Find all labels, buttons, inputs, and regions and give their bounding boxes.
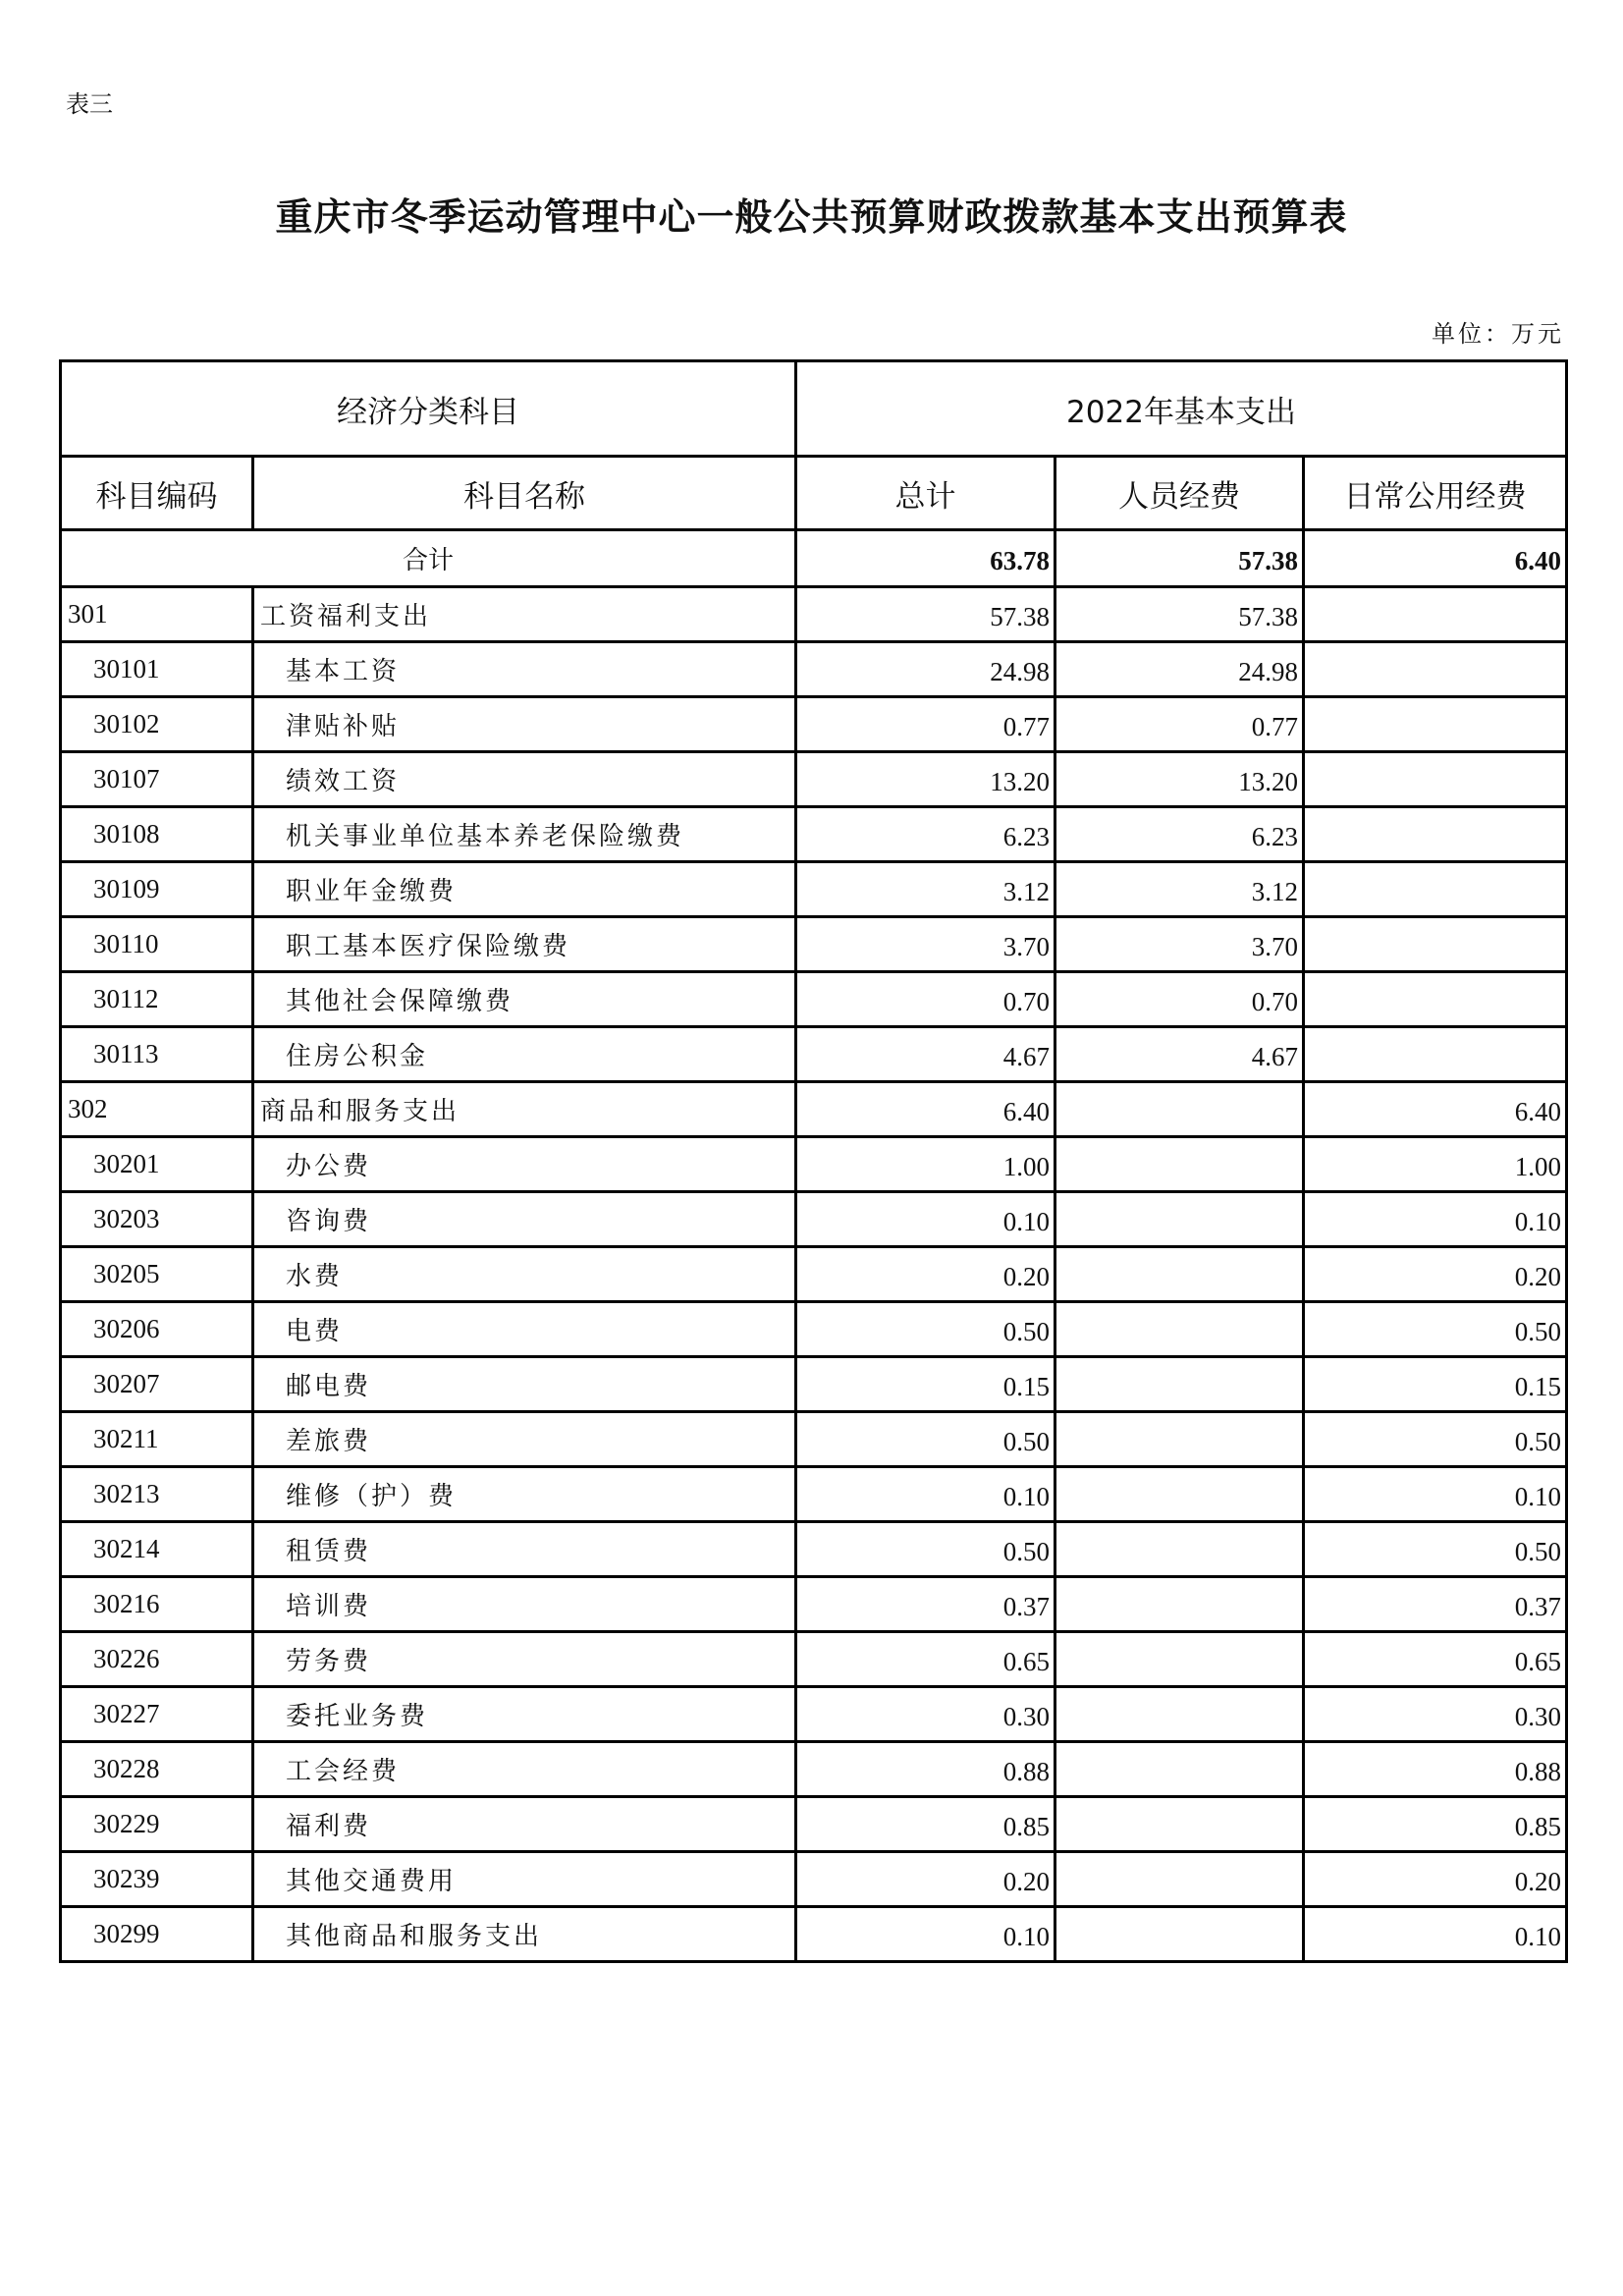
row-name: 电费 (253, 1302, 796, 1357)
row-total: 0.37 (796, 1577, 1055, 1632)
table-row (61, 642, 1567, 697)
row-total: 13.20 (796, 752, 1055, 807)
row-name: 办公费 (253, 1137, 796, 1192)
row-code: 30213 (61, 1467, 253, 1522)
row-personnel (1055, 1137, 1304, 1192)
table-row (61, 752, 1567, 807)
unit-label: 单位：万元 (1432, 320, 1564, 348)
row-total: 0.10 (796, 1192, 1055, 1247)
table-row (61, 1192, 1567, 1247)
row-name: 水费 (253, 1247, 796, 1302)
total-public: 6.40 (1304, 530, 1567, 587)
table-row (61, 862, 1567, 917)
row-public: 0.37 (1304, 1577, 1567, 1632)
row-code: 30113 (61, 1027, 253, 1082)
row-personnel (1055, 1632, 1304, 1687)
row-name: 职工基本医疗保险缴费 (253, 917, 796, 972)
row-name: 邮电费 (253, 1357, 796, 1412)
row-total: 0.70 (796, 972, 1055, 1027)
row-personnel (1055, 1577, 1304, 1632)
header-total: 总计 (796, 457, 1055, 530)
table-row (61, 1907, 1567, 1962)
row-personnel (1055, 1302, 1304, 1357)
row-total: 0.15 (796, 1357, 1055, 1412)
row-public: 0.65 (1304, 1632, 1567, 1687)
row-name: 津贴补贴 (253, 697, 796, 752)
row-code: 30214 (61, 1522, 253, 1577)
row-name: 机关事业单位基本养老保险缴费 (253, 807, 796, 862)
row-total: 24.98 (796, 642, 1055, 697)
row-personnel (1055, 1357, 1304, 1412)
row-total: 1.00 (796, 1137, 1055, 1192)
row-total: 6.23 (796, 807, 1055, 862)
row-personnel: 0.77 (1055, 697, 1304, 752)
row-total: 0.20 (796, 1852, 1055, 1907)
row-name: 工资福利支出 (253, 587, 796, 642)
row-total: 0.50 (796, 1302, 1055, 1357)
row-personnel (1055, 1467, 1304, 1522)
row-total: 0.10 (796, 1467, 1055, 1522)
table-row (61, 972, 1567, 1027)
row-code: 30102 (61, 697, 253, 752)
table-row (61, 1412, 1567, 1467)
row-public: 0.10 (1304, 1192, 1567, 1247)
row-personnel: 3.12 (1055, 862, 1304, 917)
row-total: 3.12 (796, 862, 1055, 917)
header-public: 日常公用经费 (1304, 457, 1567, 530)
row-total: 0.30 (796, 1687, 1055, 1742)
row-total: 6.40 (796, 1082, 1055, 1137)
table-row (61, 1632, 1567, 1687)
row-name: 其他社会保障缴费 (253, 972, 796, 1027)
row-code: 301 (61, 587, 253, 642)
row-personnel (1055, 1742, 1304, 1797)
header-personnel: 人员经费 (1055, 457, 1304, 530)
row-code: 30207 (61, 1357, 253, 1412)
table-row (61, 1797, 1567, 1852)
table-number-label: 表三 (66, 90, 113, 118)
table-row (61, 1247, 1567, 1302)
row-public: 0.20 (1304, 1247, 1567, 1302)
row-name: 职业年金缴费 (253, 862, 796, 917)
table-row (61, 1577, 1567, 1632)
row-public (1304, 972, 1567, 1027)
row-code: 30107 (61, 752, 253, 807)
row-code: 30203 (61, 1192, 253, 1247)
row-name: 培训费 (253, 1577, 796, 1632)
header-basic-expenditure: 2022年基本支出 (796, 361, 1567, 457)
row-public (1304, 917, 1567, 972)
row-personnel: 4.67 (1055, 1027, 1304, 1082)
row-personnel (1055, 1522, 1304, 1577)
row-code: 30112 (61, 972, 253, 1027)
row-public: 0.30 (1304, 1687, 1567, 1742)
row-public: 0.10 (1304, 1907, 1567, 1962)
row-name: 住房公积金 (253, 1027, 796, 1082)
header-code: 科目编码 (61, 457, 253, 530)
row-personnel: 6.23 (1055, 807, 1304, 862)
row-personnel (1055, 1907, 1304, 1962)
table-row (61, 1357, 1567, 1412)
table-row (61, 1137, 1567, 1192)
row-name: 绩效工资 (253, 752, 796, 807)
page-title: 重庆市冬季运动管理中心一般公共预算财政拨款基本支出预算表 (275, 194, 1348, 239)
row-public (1304, 862, 1567, 917)
row-total: 0.85 (796, 1797, 1055, 1852)
row-total: 0.65 (796, 1632, 1055, 1687)
row-public: 0.10 (1304, 1467, 1567, 1522)
row-personnel (1055, 1687, 1304, 1742)
row-name: 工会经费 (253, 1742, 796, 1797)
row-personnel (1055, 1412, 1304, 1467)
table-row (61, 1522, 1567, 1577)
table-row (61, 1852, 1567, 1907)
table-row (61, 1467, 1567, 1522)
row-public: 0.50 (1304, 1412, 1567, 1467)
row-personnel (1055, 1192, 1304, 1247)
row-name: 委托业务费 (253, 1687, 796, 1742)
row-name: 基本工资 (253, 642, 796, 697)
row-code: 30108 (61, 807, 253, 862)
row-name: 福利费 (253, 1797, 796, 1852)
table-row (61, 697, 1567, 752)
row-public (1304, 642, 1567, 697)
row-public: 0.50 (1304, 1522, 1567, 1577)
table-row (61, 1687, 1567, 1742)
row-name: 维修（护）费 (253, 1467, 796, 1522)
row-total: 0.20 (796, 1247, 1055, 1302)
row-name: 咨询费 (253, 1192, 796, 1247)
row-total: 4.67 (796, 1027, 1055, 1082)
row-personnel: 13.20 (1055, 752, 1304, 807)
table-row (61, 1027, 1567, 1082)
row-name: 商品和服务支出 (253, 1082, 796, 1137)
row-name: 劳务费 (253, 1632, 796, 1687)
row-code: 30227 (61, 1687, 253, 1742)
total-value: 63.78 (796, 530, 1055, 587)
table-row (61, 587, 1567, 642)
row-personnel: 57.38 (1055, 587, 1304, 642)
row-total: 57.38 (796, 587, 1055, 642)
row-public: 0.88 (1304, 1742, 1567, 1797)
row-name: 差旅费 (253, 1412, 796, 1467)
row-total: 0.10 (796, 1907, 1055, 1962)
row-code: 30226 (61, 1632, 253, 1687)
row-public: 0.85 (1304, 1797, 1567, 1852)
row-name: 其他商品和服务支出 (253, 1907, 796, 1962)
row-personnel (1055, 1852, 1304, 1907)
row-public (1304, 752, 1567, 807)
table-row (61, 1742, 1567, 1797)
row-code: 30239 (61, 1852, 253, 1907)
row-total: 0.77 (796, 697, 1055, 752)
row-public: 1.00 (1304, 1137, 1567, 1192)
row-code: 30109 (61, 862, 253, 917)
row-public (1304, 1027, 1567, 1082)
row-total: 0.88 (796, 1742, 1055, 1797)
header-economic-category: 经济分类科目 (61, 361, 796, 457)
row-personnel: 24.98 (1055, 642, 1304, 697)
row-total: 3.70 (796, 917, 1055, 972)
row-code: 302 (61, 1082, 253, 1137)
row-public (1304, 587, 1567, 642)
row-total: 0.50 (796, 1412, 1055, 1467)
row-public (1304, 697, 1567, 752)
row-personnel (1055, 1082, 1304, 1137)
row-public: 0.15 (1304, 1357, 1567, 1412)
table-row (61, 807, 1567, 862)
row-code: 30101 (61, 642, 253, 697)
total-personnel: 57.38 (1055, 530, 1304, 587)
header-columns-row (61, 457, 1567, 530)
row-personnel (1055, 1797, 1304, 1852)
row-personnel: 0.70 (1055, 972, 1304, 1027)
row-public: 6.40 (1304, 1082, 1567, 1137)
row-public: 0.20 (1304, 1852, 1567, 1907)
budget-table (59, 359, 1568, 1963)
row-total: 0.50 (796, 1522, 1055, 1577)
row-name: 其他交通费用 (253, 1852, 796, 1907)
row-code: 30205 (61, 1247, 253, 1302)
row-code: 30216 (61, 1577, 253, 1632)
row-code: 30201 (61, 1137, 253, 1192)
row-name: 租赁费 (253, 1522, 796, 1577)
row-code: 30211 (61, 1412, 253, 1467)
row-code: 30110 (61, 917, 253, 972)
header-name: 科目名称 (253, 457, 796, 530)
row-code: 30229 (61, 1797, 253, 1852)
row-public (1304, 807, 1567, 862)
row-personnel: 3.70 (1055, 917, 1304, 972)
row-code: 30299 (61, 1907, 253, 1962)
table-row (61, 1302, 1567, 1357)
total-row (61, 530, 1567, 587)
row-code: 30206 (61, 1302, 253, 1357)
total-label: 合计 (61, 530, 796, 587)
table-row (61, 917, 1567, 972)
table-row (61, 1082, 1567, 1137)
row-personnel (1055, 1247, 1304, 1302)
row-public: 0.50 (1304, 1302, 1567, 1357)
row-code: 30228 (61, 1742, 253, 1797)
header-group-row (61, 361, 1567, 457)
